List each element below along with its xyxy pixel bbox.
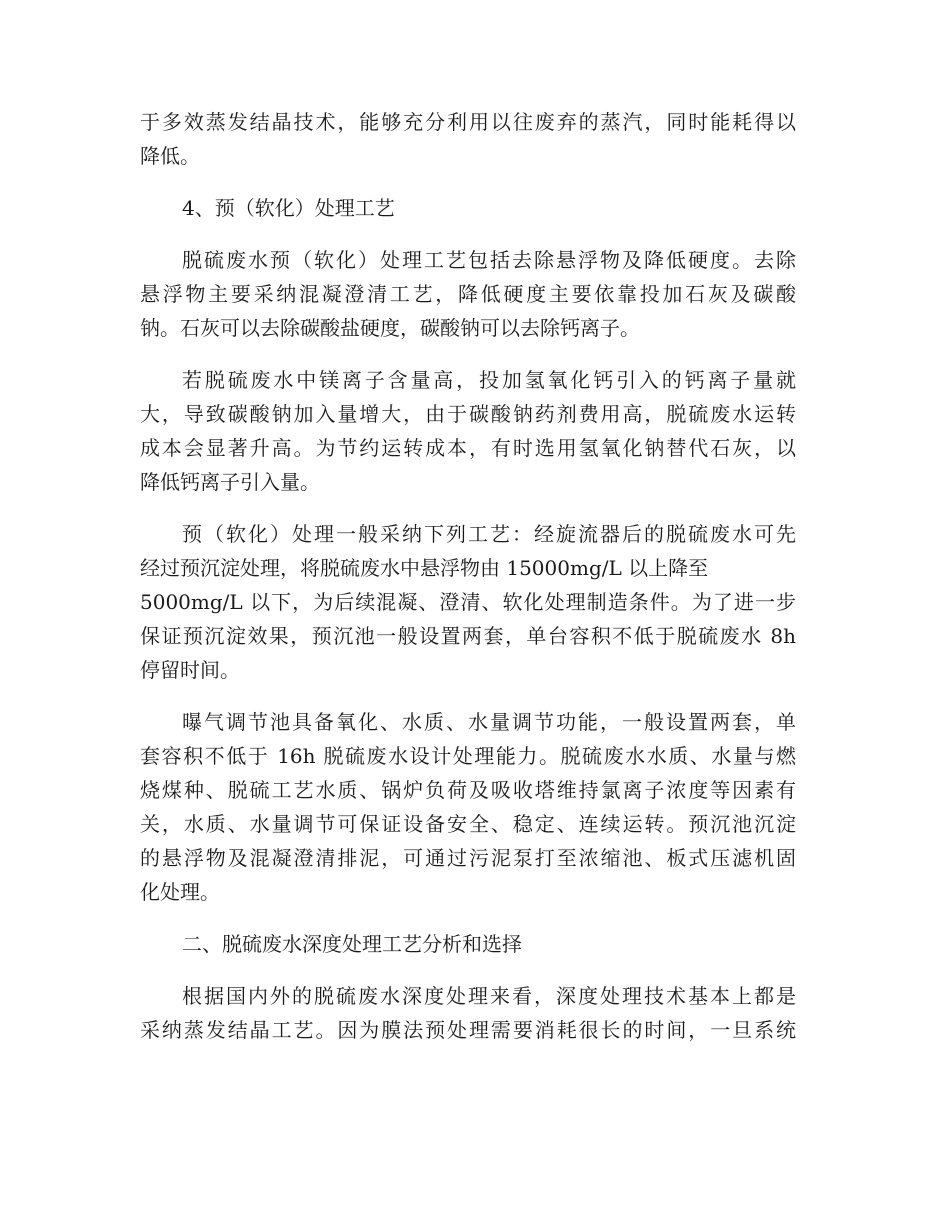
text-line: 套容积不低于 16h 脱硫废水设计处理能力。脱硫废水水质、水量与燃: [140, 744, 796, 768]
text-line: 4、预（软化）处理工艺: [182, 196, 395, 220]
text-line: 降低钙离子引入量。: [140, 470, 320, 494]
paragraph: [140, 517, 796, 687]
document-page: [140, 105, 796, 1047]
text-line: 化处理。: [140, 880, 220, 904]
text-line: 预（软化）处理一般采纳下列工艺：经旋流器后的脱硫废水可先: [182, 522, 796, 546]
text-line: 经过预沉淀处理，将脱硫废水中悬浮物由 15000mg/L 以上降至: [140, 556, 709, 580]
text-line: 关，水质、水量调节可保证设备安全、稳定、连续运转。预沉池沉淀: [140, 812, 796, 836]
text-line: 脱硫废水预（软化）处理工艺包括去除悬浮物及降低硬度。去除: [182, 248, 796, 272]
text-line: 5000mg/L 以下，为后续混凝、澄清、软化处理制造条件。为了进一步: [140, 590, 796, 614]
text-line: 根据国内外的脱硫废水深度处理来看，深度处理技术基本上都是: [182, 984, 796, 1008]
text-line: 成本会显著升高。为节约运转成本，有时选用氢氧化钠替代石灰，以: [140, 436, 796, 460]
paragraph: [140, 363, 796, 499]
text-line: 采纳蒸发结晶工艺。因为膜法预处理需要消耗很长的时间，一旦系统: [140, 1018, 796, 1042]
paragraph: [140, 705, 796, 909]
text-line: 保证预沉淀效果，预沉池一般设置两套，单台容积不低于脱硫废水 8h: [140, 624, 796, 648]
text-line: 大，导致碳酸钠加入量增大，由于碳酸钠药剂费用高，脱硫废水运转: [140, 402, 796, 426]
paragraph: [140, 105, 796, 173]
text-line: 悬浮物主要采纳混凝澄清工艺，降低硬度主要依靠投加石灰及碳酸: [140, 282, 796, 306]
section-heading: [140, 191, 796, 225]
text-line: 若脱硫废水中镁离子含量高，投加氢氧化钙引入的钙离子量就: [182, 368, 796, 392]
text-line: 停留时间。: [140, 658, 240, 682]
text-line: 降低。: [140, 144, 200, 168]
text-line: 于多效蒸发结晶技术，能够充分利用以往废弃的蒸汽，同时能耗得以: [140, 110, 796, 134]
text-line: 曝气调节池具备氧化、水质、水量调节功能，一般设置两套，单: [182, 710, 796, 734]
paragraph: [140, 979, 796, 1047]
text-line: 烧煤种、脱硫工艺水质、锅炉负荷及吸收塔维持氯离子浓度等因素有: [140, 778, 796, 802]
section-heading: [140, 927, 796, 961]
text-line: 的悬浮物及混凝澄清排泥，可通过污泥泵打至浓缩池、板式压滤机固: [140, 846, 796, 870]
text-line: 二、脱硫废水深度处理工艺分析和选择: [182, 932, 522, 956]
paragraph: [140, 243, 796, 345]
text-line: 钠。石灰可以去除碳酸盐硬度，碳酸钠可以去除钙离子。: [140, 316, 640, 340]
